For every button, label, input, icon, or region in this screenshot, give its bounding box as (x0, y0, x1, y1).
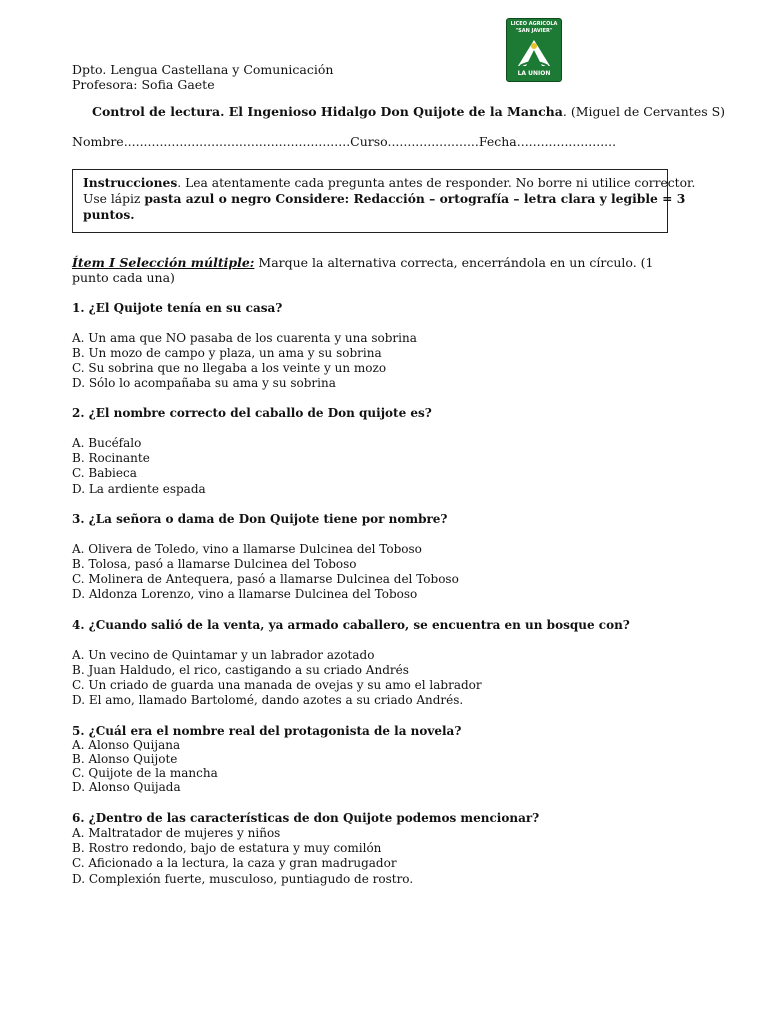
student-info-line: Nombre.........................................................Curso.......................Fecha......................... (72, 134, 617, 149)
q6-option-c: C. Aficionado a la lectura, la caza y gran madrugador (72, 856, 397, 870)
page-title (92, 104, 725, 119)
q6-option-b: B. Rostro redondo, bajo de estatura y muy comilón (72, 841, 382, 855)
q1-option-a: A. Un ama que NO pasaba de los cuarenta y una sobrina (72, 331, 417, 345)
teacher-line: Profesora: Sofia Gaete (72, 77, 215, 92)
title-bold: Control de lectura. El Ingenioso Hidalgo Don Quijote de la Mancha (92, 104, 563, 119)
q2-option-a: A. Bucéfalo (72, 436, 142, 450)
q4-option-d: D. El amo, llamado Bartolomé, dando azotes a su criado Andrés. (72, 693, 464, 707)
question-6: 6. ¿Dentro de las características de don Quijote podemos mencionar? (72, 811, 540, 825)
question-4: 4. ¿Cuando salió de la venta, ya armado caballero, se encuentra en un bosque con? (72, 618, 630, 632)
logo-line-3: LA UNION (517, 70, 551, 77)
logo-emblem-icon (516, 36, 552, 68)
q5-option-a: A. Alonso Quijana (72, 738, 181, 752)
title-author: . (Miguel de Cervantes S) (562, 104, 726, 119)
q2-option-b: B. Rocinante (72, 451, 150, 465)
q3-option-d: D. Aldonza Lorenzo, vino a llamarse Dulcinea del Toboso (72, 587, 418, 601)
question-1: 1. ¿El Quijote tenía en su casa? (72, 301, 283, 315)
q6-option-a: A. Maltratador de mujeres y niños (72, 826, 281, 840)
instructions-box (72, 169, 696, 233)
q5-option-b: B. Alonso Quijote (72, 752, 178, 766)
question-3: 3. ¿La señora o dama de Don Quijote tiene por nombre? (72, 512, 448, 526)
instructions-text-2b: pasta azul o negro Considere: Redacción – ortografía – letra clara y legible = 3 (144, 191, 686, 206)
q1-option-c: C. Su sobrina que no llegaba a los veinte y un mozo (72, 361, 387, 375)
question-5: 5. ¿Cuál era el nombre real del protagonista de la novela? (72, 724, 462, 738)
q3-option-c: C. Molinera de Antequera, pasó a llamarse Dulcinea del Toboso (72, 572, 459, 586)
q2-option-c: C. Babieca (72, 466, 137, 480)
q4-option-b: B. Juan Haldudo, el rico, castigando a su criado Andrés (72, 663, 409, 677)
q4-option-c: C. Un criado de guarda una manada de ovejas y su amo el labrador (72, 678, 482, 692)
q1-option-d: D. Sólo lo acompañaba su ama y su sobrina (72, 376, 336, 390)
instructions-text-2a: Use lápiz (83, 192, 145, 206)
item-label: Ítem I Selección múltiple: (72, 255, 255, 270)
q5-option-c: C. Quijote de la mancha (72, 766, 218, 780)
school-logo (506, 18, 562, 82)
q4-option-a: A. Un vecino de Quintamar y un labrador azotado (72, 648, 375, 662)
item-text: Marque la alternativa correcta, encerrándola en un círculo. (1 punto cada una) (72, 255, 654, 285)
q5-option-d: D. Alonso Quijada (72, 780, 181, 794)
logo-line-1: LICEO AGRICOLA (510, 21, 558, 27)
q3-option-b: B. Tolosa, pasó a llamarse Dulcinea del Toboso (72, 557, 357, 571)
instructions-label: Instrucciones (83, 175, 178, 190)
q1-option-b: B. Un mozo de campo y plaza, un ama y su sobrina (72, 346, 382, 360)
logo-line-2: "SAN JAVIER" (515, 28, 553, 34)
q6-option-d: D. Complexión fuerte, musculoso, puntiagudo de rostro. (72, 872, 414, 886)
q2-option-d: D. La ardiente espada (72, 482, 206, 496)
instructions-text-1: . Lea atentamente cada pregunta antes de responder. No borre ni utilice corrector. (177, 176, 696, 190)
q3-option-a: A. Olivera de Toledo, vino a llamarse Dulcinea del Toboso (72, 542, 422, 556)
department-line: Dpto. Lengua Castellana y Comunicación (72, 62, 334, 77)
question-2: 2. ¿El nombre correcto del caballo de Don quijote es? (72, 406, 432, 420)
instructions-text-3: puntos. (83, 207, 135, 222)
item-heading (72, 255, 682, 285)
